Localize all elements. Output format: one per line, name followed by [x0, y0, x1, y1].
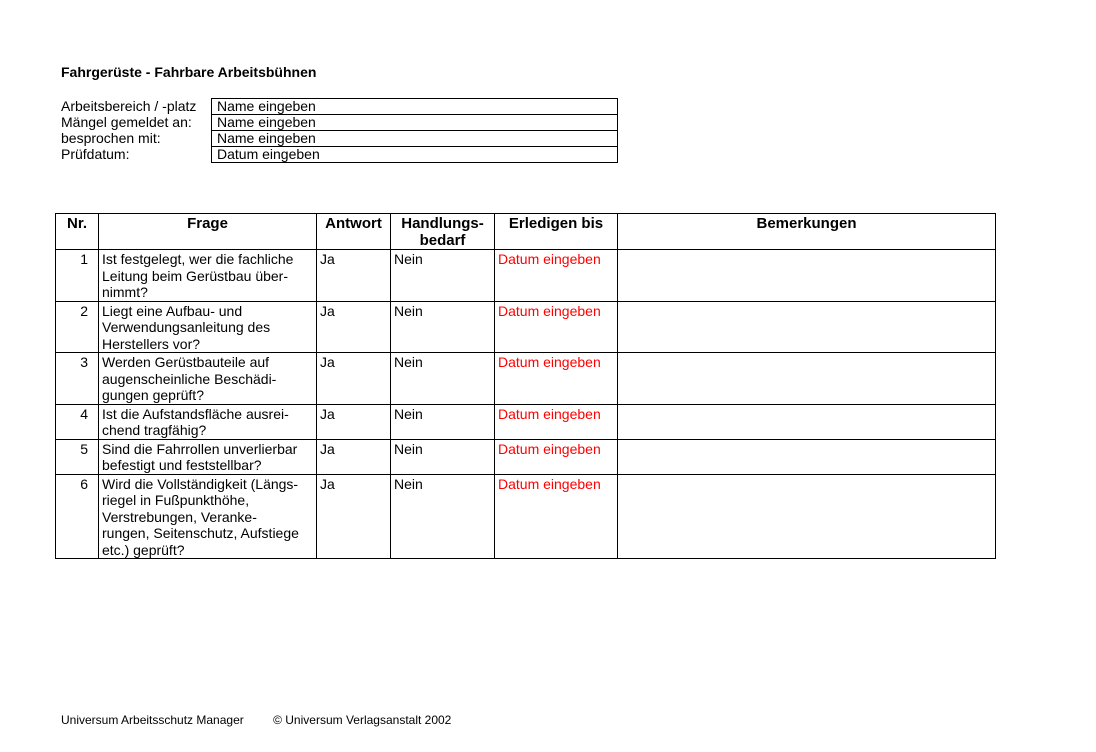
- question-cell: [99, 353, 317, 405]
- info-label: besprochen mit:: [61, 130, 161, 146]
- table-row: [56, 439, 996, 474]
- question-line: Ist festgelegt, wer die fachliche: [102, 251, 294, 267]
- info-label: Prüfdatum:: [61, 146, 130, 162]
- checklist-rows: [56, 250, 996, 559]
- action-nein[interactable]: Nein: [391, 250, 495, 302]
- info-row: [61, 131, 618, 147]
- question-line: Wird die Vollständigkeit (Längs-: [102, 475, 299, 492]
- info-row: [61, 115, 618, 131]
- question-line: Werden Gerüstbauteile auf: [102, 354, 270, 370]
- due-date-field[interactable]: Datum eingeben: [495, 439, 618, 474]
- remarks-cell[interactable]: [618, 404, 996, 439]
- page-footer: [61, 713, 477, 727]
- info-block: [61, 98, 618, 163]
- table-row: [56, 250, 996, 302]
- document-title: Fahrgerüste - Fahrbare Arbeitsbühnen: [61, 64, 317, 80]
- question-line: Sind die Fahrrollen unverlierbar: [102, 440, 298, 457]
- remarks-cell[interactable]: [618, 250, 996, 302]
- question-line: Ist die Aufstandsfläche ausrei-: [102, 405, 289, 422]
- header-antwort: Antwort: [317, 214, 391, 250]
- question-line: Herstellers vor?: [102, 335, 201, 352]
- row-number: 1: [56, 250, 99, 302]
- question-line: Verstrebungen, Veranke-: [102, 508, 257, 525]
- remarks-cell[interactable]: [618, 301, 996, 353]
- header-bemerkungen: Bemerkungen: [618, 214, 996, 250]
- answer-ja[interactable]: Ja: [317, 439, 391, 474]
- question-cell: [99, 474, 317, 559]
- remarks-cell[interactable]: [618, 353, 996, 405]
- question-cell: [99, 250, 317, 302]
- due-date-field[interactable]: Datum eingeben: [495, 250, 618, 302]
- action-nein[interactable]: Nein: [391, 439, 495, 474]
- question-cell: [99, 301, 317, 353]
- question-line: Leitung beim Gerüstbau über-: [102, 267, 288, 284]
- action-nein[interactable]: Nein: [391, 404, 495, 439]
- question-cell: [99, 404, 317, 439]
- question-line: riegel in Fußpunkthöhe,: [102, 492, 250, 508]
- question-line: gungen geprüft?: [102, 387, 204, 403]
- footer-product: Universum Arbeitsschutz Manager: [61, 713, 244, 727]
- row-number: 3: [56, 353, 99, 405]
- row-number: 6: [56, 474, 99, 559]
- due-date-field[interactable]: Datum eingeben: [495, 301, 618, 353]
- answer-ja[interactable]: Ja: [317, 474, 391, 559]
- question-line: befestigt und feststellbar?: [102, 457, 262, 473]
- info-label: Mängel gemeldet an:: [61, 114, 192, 130]
- header-frage: Frage: [99, 214, 317, 250]
- row-number: 4: [56, 404, 99, 439]
- info-value-field[interactable]: Name eingeben: [212, 131, 618, 147]
- info-rows: [61, 99, 618, 163]
- table-row: [56, 404, 996, 439]
- answer-ja[interactable]: Ja: [317, 250, 391, 302]
- due-date-field[interactable]: Datum eingeben: [495, 353, 618, 405]
- checklist-table: [55, 213, 996, 559]
- row-number: 5: [56, 439, 99, 474]
- question-line: rungen, Seitenschutz, Aufstiege: [102, 525, 299, 541]
- action-nein[interactable]: Nein: [391, 474, 495, 559]
- header-nr: Nr.: [56, 214, 99, 250]
- table-row: [56, 474, 996, 559]
- header-handlungsbedarf: [391, 214, 495, 250]
- remarks-cell[interactable]: [618, 439, 996, 474]
- row-number: 2: [56, 301, 99, 353]
- table-row: [56, 353, 996, 405]
- answer-ja[interactable]: Ja: [317, 353, 391, 405]
- header-handlungsbedarf-line1: Handlungs-: [401, 215, 484, 232]
- action-nein[interactable]: Nein: [391, 301, 495, 353]
- question-cell: [99, 439, 317, 474]
- footer-copyright: © Universum Verlagsanstalt 2002: [273, 713, 452, 727]
- header-handlungsbedarf-line2: bedarf: [419, 232, 466, 249]
- due-date-field[interactable]: Datum eingeben: [495, 404, 618, 439]
- question-line: chend tragfähig?: [102, 422, 207, 438]
- due-date-field[interactable]: Datum eingeben: [495, 474, 618, 559]
- question-line: nimmt?: [102, 284, 148, 300]
- remarks-cell[interactable]: [618, 474, 996, 559]
- info-row: [61, 147, 618, 163]
- info-value-field[interactable]: Name eingeben: [212, 115, 618, 131]
- info-row: [61, 99, 618, 115]
- action-nein[interactable]: Nein: [391, 353, 495, 405]
- header-erledigen-bis: Erledigen bis: [495, 214, 618, 250]
- question-line: etc.) geprüft?: [102, 541, 185, 558]
- info-label: Arbeitsbereich / -platz: [61, 98, 197, 114]
- question-line: augenscheinliche Beschädi-: [102, 370, 277, 387]
- question-line: Liegt eine Aufbau- und: [102, 302, 243, 319]
- answer-ja[interactable]: Ja: [317, 404, 391, 439]
- answer-ja[interactable]: Ja: [317, 301, 391, 353]
- table-header-row: [56, 214, 996, 250]
- question-line: Verwendungsanleitung des: [102, 319, 271, 335]
- info-value-field[interactable]: Datum eingeben: [212, 147, 618, 163]
- info-value-field[interactable]: Name eingeben: [212, 99, 618, 115]
- table-row: [56, 301, 996, 353]
